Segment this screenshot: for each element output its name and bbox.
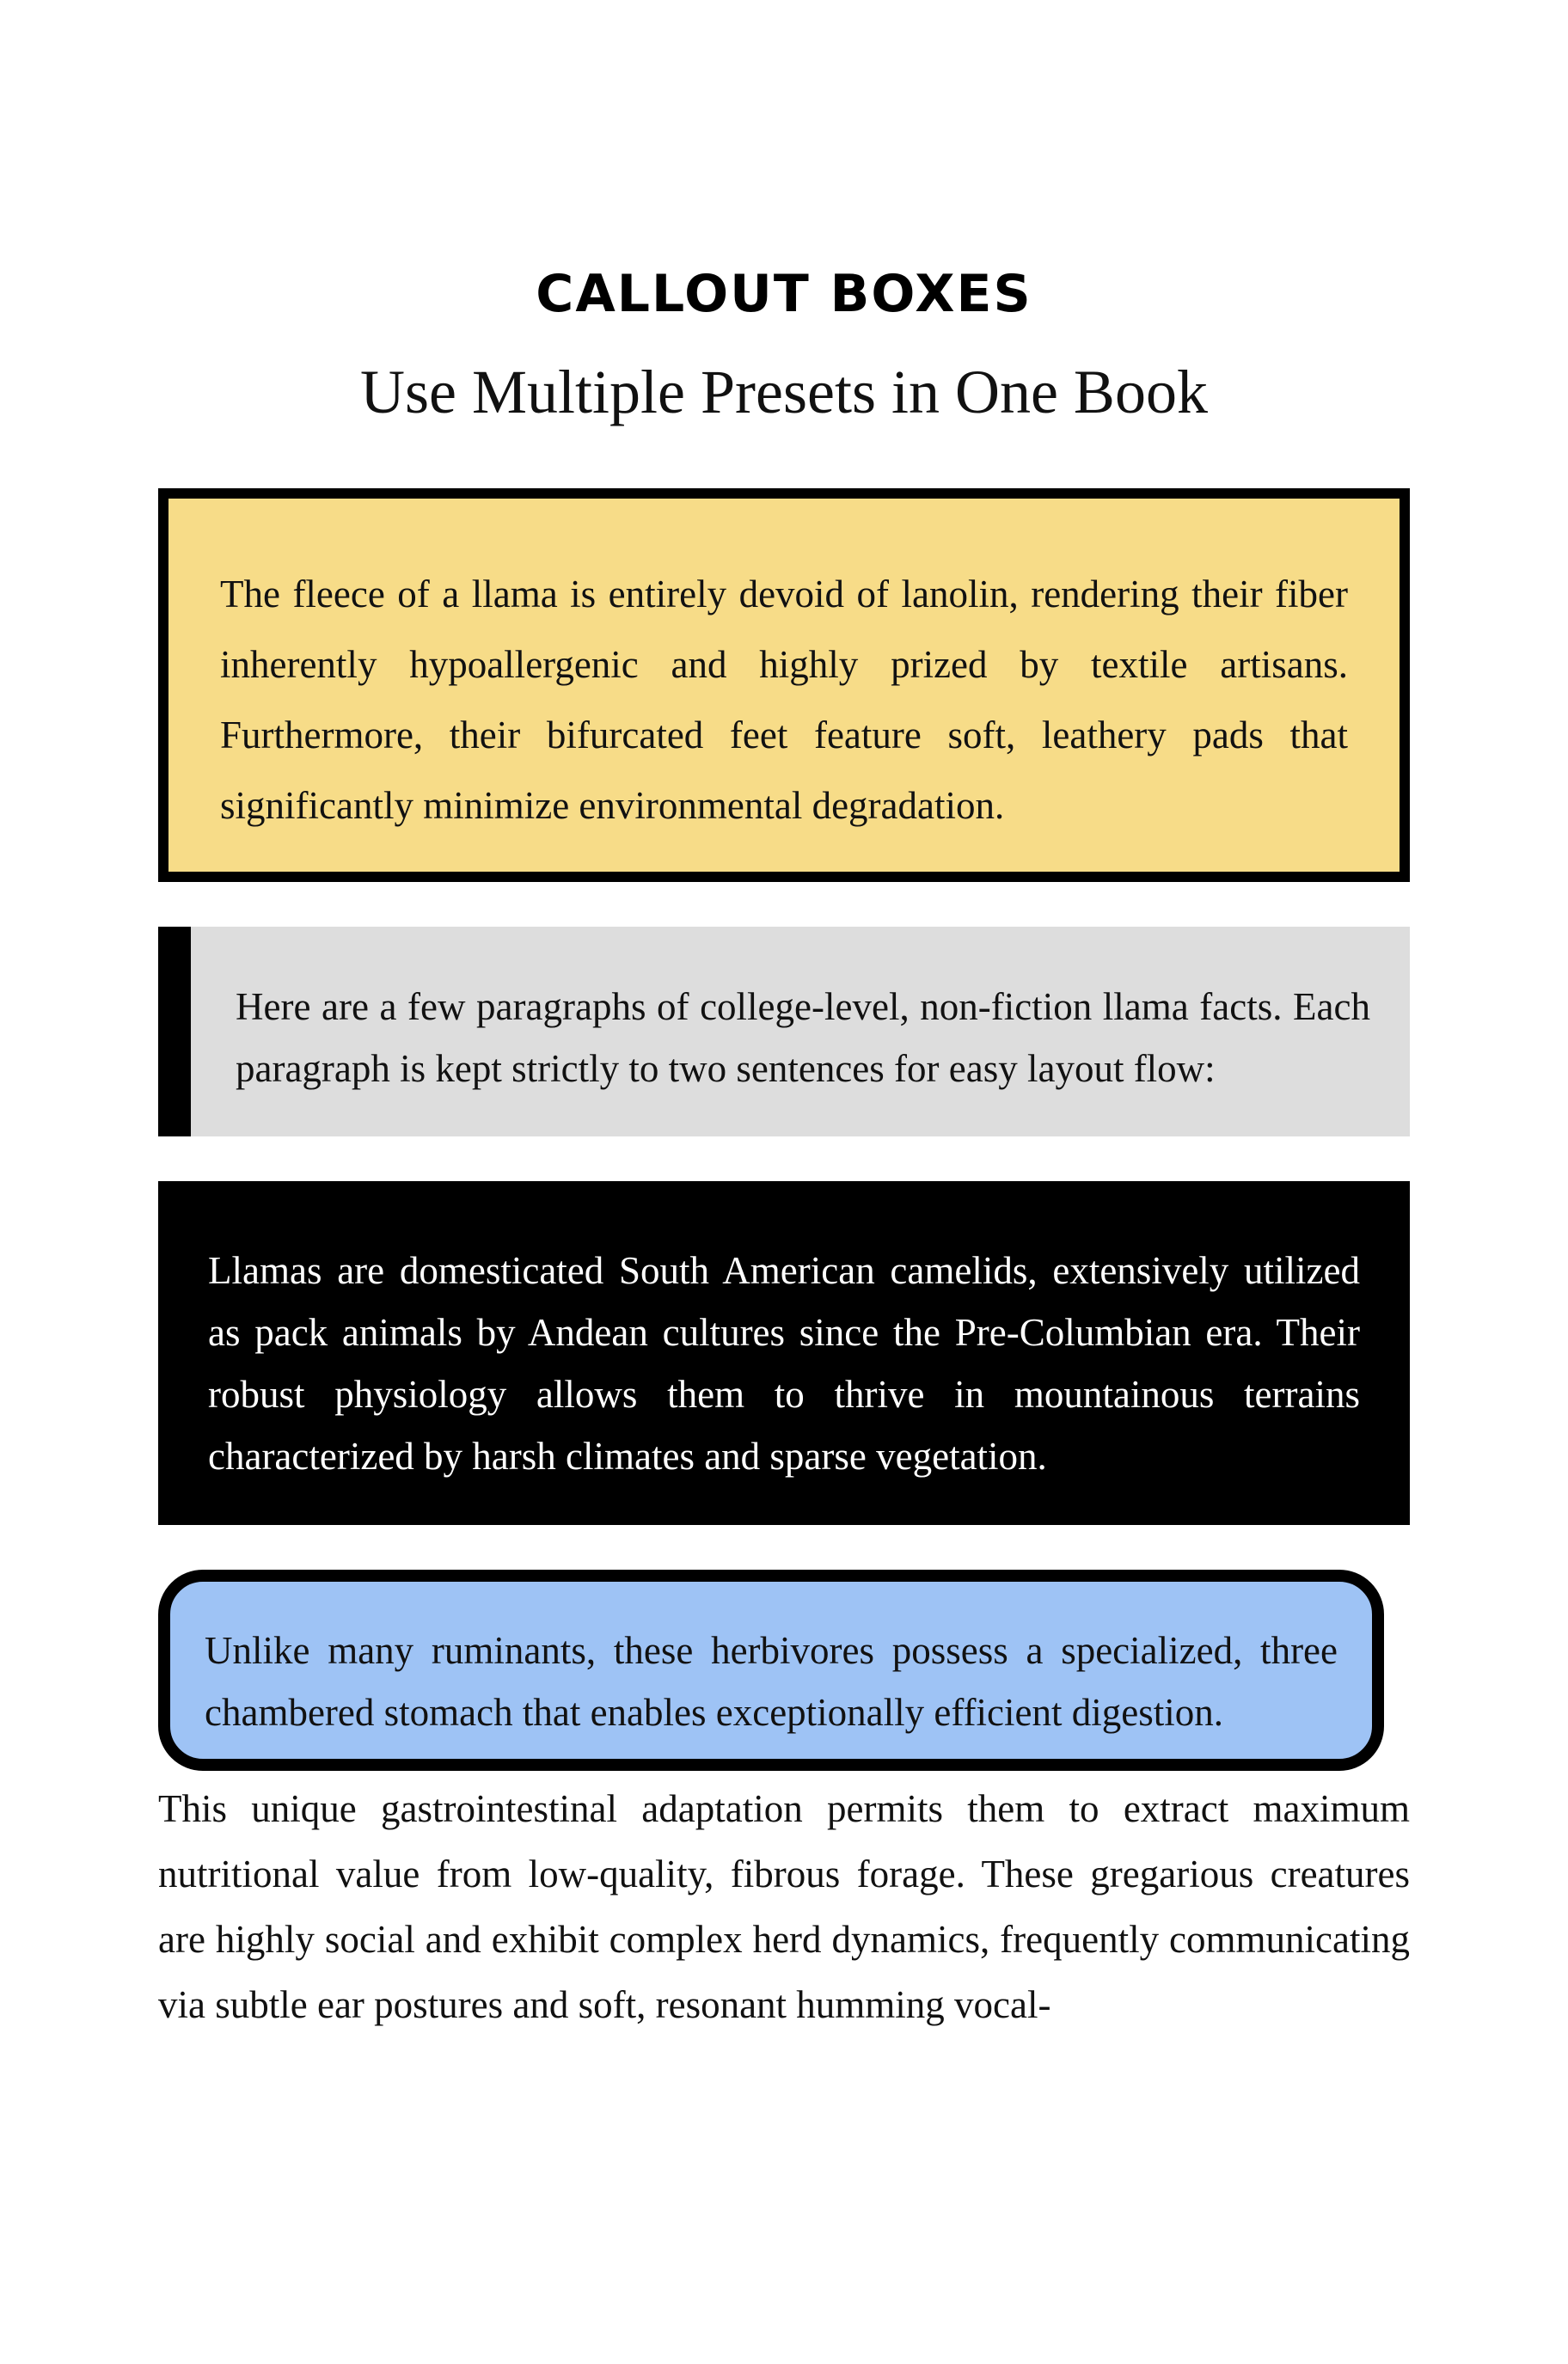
callout-box-gray xyxy=(158,927,1410,1136)
page-title: Use Multiple Presets in One Book xyxy=(360,358,1208,426)
body-paragraph: This unique gastrointestinal adaptation permits them to extract maximum nutritional value from low-quality, fibrous forage. These gregarious creatures are highly social and exhibit complex herd dynamics, frequently communicating via subtle ear postures and soft, resonant humming vocal- xyxy=(158,1787,1410,2026)
callout-text: The fleece of a llama is entirely devoid of lanolin, rendering their fiber inherently hypoallergenic and highly prized by textile artisans. Furthermore, their bifurcated feet feature soft, leathery pads that significantly minimize environmental degradation. xyxy=(220,573,1348,827)
callout-box-blue xyxy=(158,1570,1384,1771)
callout-box-black xyxy=(158,1181,1410,1525)
callout-text: Here are a few paragraphs of college-level, non-fiction llama facts. Each paragraph is kept strictly to two sentences for easy layout flow: xyxy=(236,985,1370,1090)
section-kicker: CALLOUT BOXES xyxy=(536,264,1032,324)
callout-text: Llamas are domesticated South American camelids, extensively utilized as pack animals by Andean cultures since the Pre-Columbian era. Their robust physiology allows them to thrive in mountainous terrains characterized by harsh climates and sparse vegetation. xyxy=(208,1249,1360,1478)
callout-box-yellow xyxy=(158,488,1410,882)
callout-text: Unlike many ruminants, these herbivores possess a specialized, three chambered stomach that enables exceptionally efficient digestion. xyxy=(205,1629,1338,1734)
